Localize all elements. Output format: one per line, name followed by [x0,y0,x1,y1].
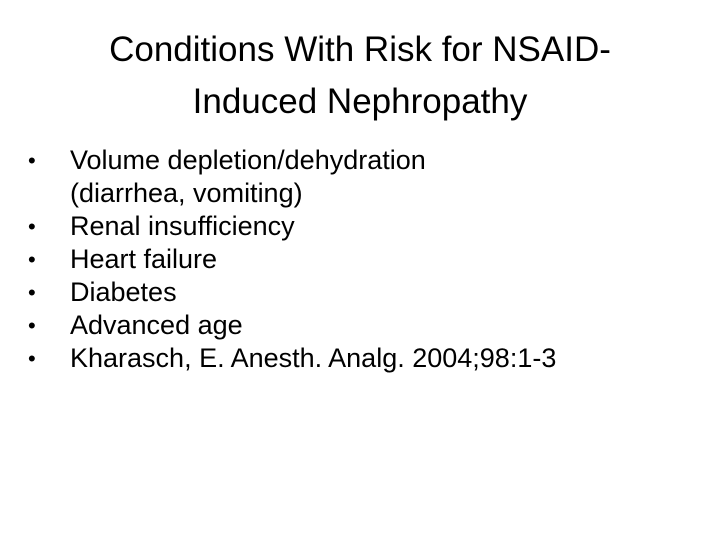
bullet-text: Heart failure [70,244,218,274]
bullet-item-renal-insufficiency [28,210,698,243]
bullet-text: Renal insufficiency [70,211,295,241]
title-line-2: Induced Nephropathy [192,82,528,121]
bullet-icon: • [28,247,36,272]
bullet-list [28,144,698,375]
bullet-text-continuation: (diarrhea, vomiting) [70,178,303,208]
bullet-text: Advanced age [70,310,243,340]
citation-text: Kharasch, E. Anesth. Analg. 2004;98:1-3 [70,343,557,373]
bullet-icon: • [28,346,36,371]
bullet-item-heart-failure [28,243,698,276]
bullet-icon: • [28,214,36,239]
bullet-item-citation [28,342,698,375]
bullet-item-advanced-age [28,309,698,342]
bullet-text: Volume depletion/dehydration [70,145,426,175]
slide-title [20,24,700,128]
bullet-icon: • [28,280,36,305]
bullet-item-volume-depletion [28,144,698,210]
bullet-text: Diabetes [70,277,177,307]
bullet-icon: • [28,148,36,173]
bullet-icon: • [28,313,36,338]
title-line-1: Conditions With Risk for NSAID- [109,30,611,69]
bullet-item-diabetes [28,276,698,309]
